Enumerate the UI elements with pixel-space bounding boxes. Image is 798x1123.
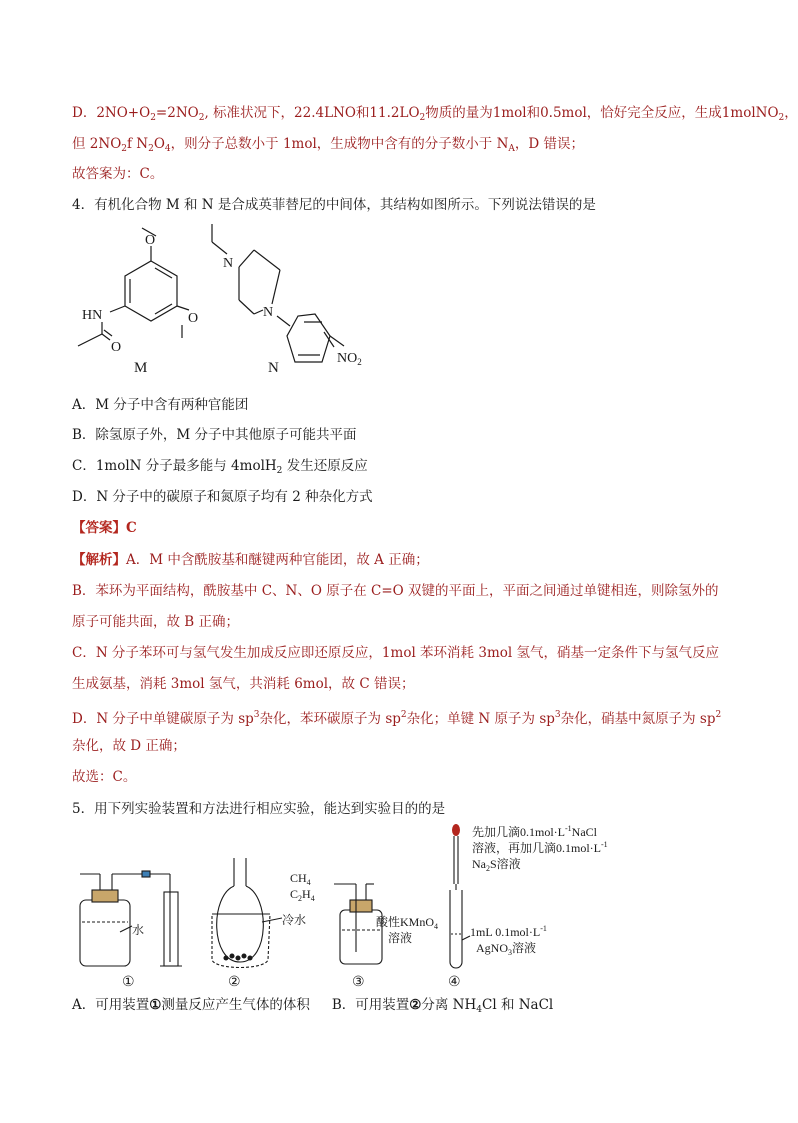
m-benzene-ring xyxy=(125,261,177,321)
m-oxygen-right: O xyxy=(188,311,199,326)
label-drop-3: $Na_2S$溶液 xyxy=(472,857,521,873)
q5-option-b: B．可用装置②分离 $NH_4Cl$ 和 NaCl xyxy=(331,997,554,1015)
m-nh-label: HN xyxy=(82,308,103,323)
n-nitrogen-2: N xyxy=(263,305,274,320)
q4-analysis-c1: C．N 分子苯环可与氢气发生加成反应即还原反应，1mol 苯环消耗 3mol 氢气，硝基一定条件下与氢气反应 xyxy=(72,645,719,661)
q4-structure-figure xyxy=(72,222,392,382)
q5-apparatus-figure xyxy=(72,822,722,990)
m-carbonyl-oxygen: O xyxy=(111,340,122,355)
q4-option-d: D．N 分子中的碳原子和氮原子均有 2 种杂化方式 xyxy=(72,489,373,505)
apparatus-4 xyxy=(450,836,470,968)
q4-answer: 【答案】C xyxy=(72,520,137,536)
label-drop-1: 先加几滴$0.1mol\cdot L^{-1}NaCl$ xyxy=(472,824,598,839)
q4-analysis-d1: D．N 分子中单键碳原子为 $sp^3$杂化，苯环碳原子为 $sp^2$杂化；单键 N 原子为 $sp^3$杂化，硝基中氮原子为 $sp^2$ xyxy=(72,710,722,727)
q5-stem: 5．用下列实验装置和方法进行相应实验，能达到实验目的的是 xyxy=(72,801,446,817)
q5-options-ab xyxy=(72,996,553,1019)
analysis-d-line-1: D．$2NO+O_2=2NO_2$, 标准状况下，22.4LNO和$11.2LO_2$物质的量为1mol和0.5mol，恰好完全反应，生成1molNO$_2$， xyxy=(72,105,798,123)
m-label: M xyxy=(134,360,148,376)
q4-option-c: C．1molN 分子最多能与 4molH$_2$ 发生还原反应 xyxy=(72,458,368,476)
apparatus-1 xyxy=(80,871,182,966)
q4-analysis-c2: 生成氨基，消耗 3mol 氢气，共消耗 6mol，故 C 错误； xyxy=(72,676,415,692)
label-water: 水 xyxy=(132,923,145,937)
q4-analysis-d2: 杂化，故 D 正确； xyxy=(72,738,186,754)
apparatus-2 xyxy=(212,858,282,968)
q3-answer-line: 故答案为：C。 xyxy=(72,166,164,182)
q4-option-a: A．M 分子中含有两种官能团 xyxy=(72,397,249,413)
apparatus-3 xyxy=(334,884,382,964)
q4-stem: 4．有机化合物 M 和 N 是合成英菲替尼的中间体，其结构如图所示。下列说法错误的是 xyxy=(72,197,596,213)
label-apparatus-4: ④ xyxy=(448,975,461,990)
label-apparatus-2: ② xyxy=(228,975,241,990)
label-c2h4: $C_2H_4$ xyxy=(290,887,315,903)
label-kmno4-solution: 溶液 xyxy=(388,931,413,945)
label-kmno4: 酸性KMnO$_4$ xyxy=(376,915,439,931)
label-cold-water: 冷水 xyxy=(282,913,307,927)
n-label: N xyxy=(268,360,279,376)
n-nitro-label: $NO_2$ xyxy=(337,351,362,367)
q4-choice: 故选：C。 xyxy=(72,769,137,785)
q4-analysis-b1: B．苯环为平面结构，酰胺基中 C、N、O 原子在 C=O 双键的平面上，平面之间通过单键相连，则除氢外的 xyxy=(72,583,719,599)
label-tube-2: AgNO$_3$溶液 xyxy=(476,941,537,957)
q4-analysis-a: 【解析】A．M 中含酰胺基和醚键两种官能团，故 A 正确； xyxy=(72,552,429,568)
q4-option-b: B．除氢原子外，M 分子中其他原子可能共平面 xyxy=(72,427,357,443)
label-drop-2: 溶液，再加几滴$0.1mol\cdot L^{-1}$ xyxy=(472,840,608,855)
analysis-d-line-2: 但 $2NO_2f$ $N_2O_4$，则分子总数小于 1mol，生成物中含有的分子数小于 $N_A$，D 错误； xyxy=(72,136,585,154)
q5-option-a: A．可用装置①测量反应产生气体的体积 xyxy=(72,997,310,1013)
label-ch4: $CH_4$ xyxy=(290,871,311,887)
q4-analysis-b2: 原子可能共面，故 B 正确； xyxy=(72,614,240,630)
n-nitrogen-1: N xyxy=(223,256,234,271)
label-tube-1: 1mL $0.1mol\cdot L^{-1}$ xyxy=(470,924,547,939)
m-oxygen-top: O xyxy=(145,233,156,248)
label-apparatus-3: ③ xyxy=(352,975,365,990)
label-apparatus-1: ① xyxy=(122,975,135,990)
